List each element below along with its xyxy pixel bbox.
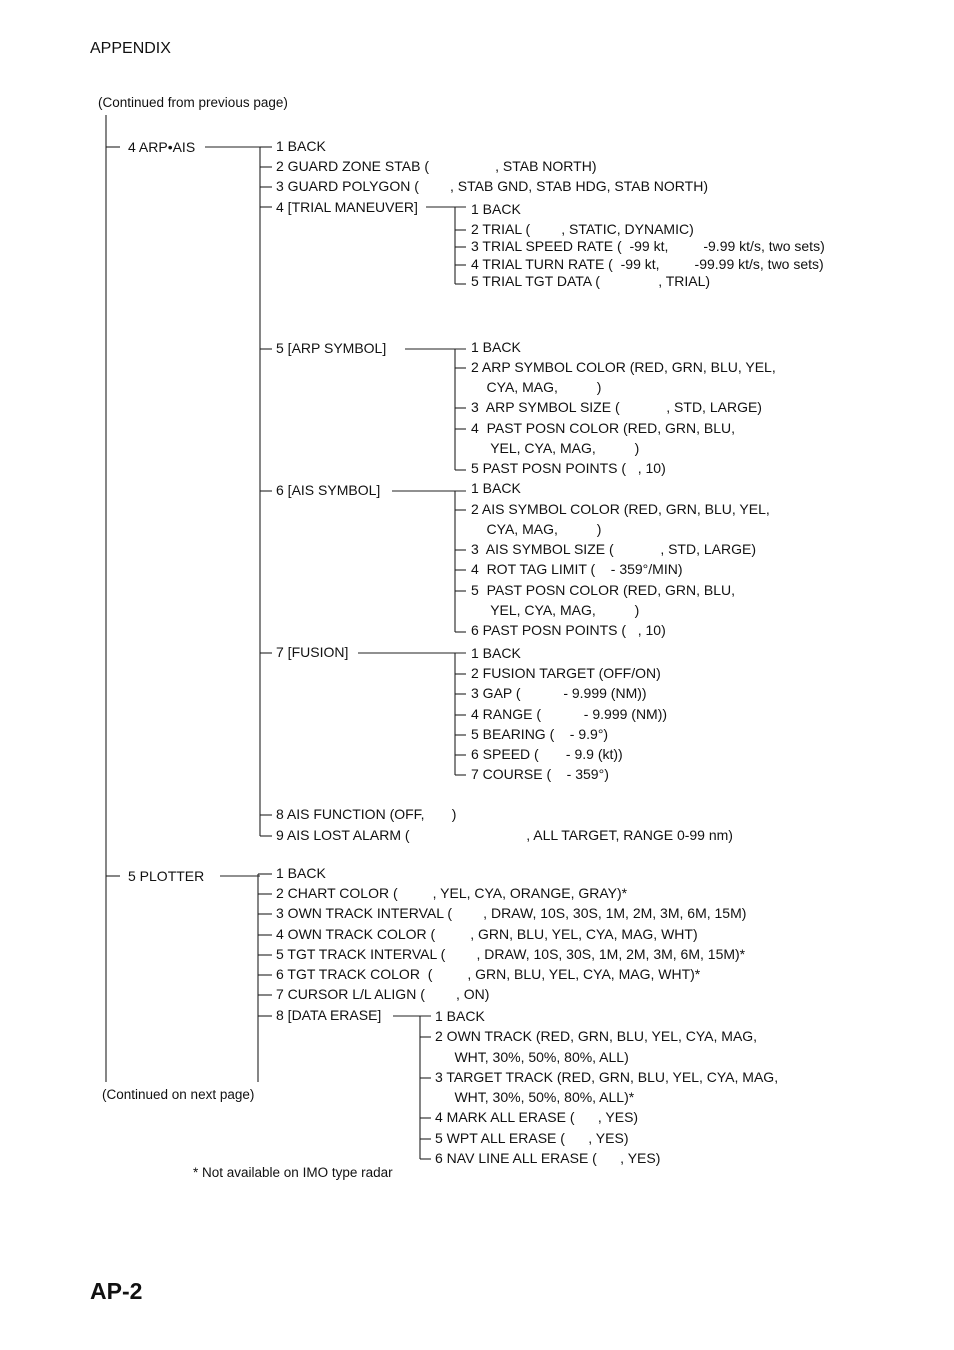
arp-symbol-item: CYA, MAG, ) <box>471 379 602 395</box>
plotter-item: 6 TGT TRACK COLOR ( , GRN, BLU, YEL, CYA, MAG, WHT)* <box>276 966 701 982</box>
arp-symbol-item: 4 PAST POSN COLOR (RED, GRN, BLU, <box>471 420 735 436</box>
data-erase-item: 5 WPT ALL ERASE ( , YES) <box>435 1130 629 1146</box>
arp-symbol-item: 2 ARP SYMBOL COLOR (RED, GRN, BLU, YEL, <box>471 359 776 375</box>
data-erase-item: 6 NAV LINE ALL ERASE ( , YES) <box>435 1150 661 1166</box>
arp-symbol-item: 3 ARP SYMBOL SIZE ( , STD, LARGE) <box>471 399 762 415</box>
arp-ais-item: 3 GUARD POLYGON ( , STAB GND, STAB HDG, STAB NORTH) <box>276 178 708 194</box>
arp-symbol-item: 5 PAST POSN POINTS ( , 10) <box>471 460 666 476</box>
trial-maneuver-item: 1 BACK <box>471 201 521 217</box>
section-header: APPENDIX <box>90 40 171 57</box>
plotter-item: 2 CHART COLOR ( , YEL, CYA, ORANGE, GRAY)* <box>276 885 628 901</box>
trial-maneuver-item: 5 TRIAL TGT DATA ( , TRIAL) <box>471 273 711 289</box>
ais-symbol-item: 2 AIS SYMBOL COLOR (RED, GRN, BLU, YEL, <box>471 501 770 517</box>
arp-ais-item: 6 [AIS SYMBOL] <box>276 482 381 498</box>
ais-symbol-item: 5 PAST POSN COLOR (RED, GRN, BLU, <box>471 582 735 598</box>
arp-symbol-item: 1 BACK <box>471 339 521 355</box>
continued-on-note: (Continued on next page) <box>102 1087 255 1102</box>
plotter-item: 3 OWN TRACK INTERVAL ( , DRAW, 10S, 30S, 1M, 2M, 3M, 6M, 15M) <box>276 905 747 921</box>
arp-ais-item: 9 AIS LOST ALARM ( , ALL TARGET, RANGE 0-99 nm) <box>276 827 733 843</box>
ais-symbol-item: 1 BACK <box>471 480 521 496</box>
fusion-item: 1 BACK <box>471 645 521 661</box>
arp-ais-item: 8 AIS FUNCTION (OFF, ) <box>276 806 457 822</box>
ais-symbol-item: 3 AIS SYMBOL SIZE ( , STD, LARGE) <box>471 541 756 557</box>
arp-ais-item: 4 [TRIAL MANEUVER] <box>276 199 418 215</box>
ais-symbol-item: 6 PAST POSN POINTS ( , 10) <box>471 622 666 638</box>
trial-maneuver-item: 3 TRIAL SPEED RATE ( -99 kt, -9.99 kt/s, two sets) <box>471 238 825 254</box>
arp-ais-item: 1 BACK <box>276 138 326 154</box>
data-erase-item: WHT, 30%, 50%, 80%, ALL) <box>435 1049 629 1065</box>
data-erase-item: 3 TARGET TRACK (RED, GRN, BLU, YEL, CYA, MAG, <box>435 1069 779 1085</box>
fusion-item: 5 BEARING ( - 9.9°) <box>471 726 609 742</box>
data-erase-item: 1 BACK <box>435 1008 485 1024</box>
arp-symbol-item: YEL, CYA, MAG, ) <box>471 440 640 456</box>
plotter-item: 1 BACK <box>276 865 326 881</box>
arp-ais-item: 5 [ARP SYMBOL] <box>276 340 387 356</box>
arp-ais-item: 2 GUARD ZONE STAB ( , STAB NORTH) <box>276 158 597 174</box>
trial-maneuver-item: 4 TRIAL TURN RATE ( -99 kt, -99.99 kt/s, two sets) <box>471 256 824 272</box>
data-erase-item: WHT, 30%, 50%, 80%, ALL)* <box>435 1089 635 1105</box>
trial-maneuver-item: 2 TRIAL ( , STATIC, DYNAMIC) <box>471 221 694 237</box>
page-number: AP-2 <box>90 1278 143 1304</box>
fusion-item: 4 RANGE ( - 9.999 (NM)) <box>471 706 668 722</box>
footnote: * Not available on IMO type radar <box>193 1165 393 1180</box>
plotter-item: 4 OWN TRACK COLOR ( , GRN, BLU, YEL, CYA, MAG, WHT) <box>276 926 698 942</box>
ais-symbol-item: 4 ROT TAG LIMIT ( - 359°/MIN) <box>471 561 683 577</box>
continued-from-note: (Continued from previous page) <box>98 95 288 110</box>
plotter-item: 5 TGT TRACK INTERVAL ( , DRAW, 10S, 30S, 1M, 2M, 3M, 6M, 15M)* <box>276 946 746 962</box>
fusion-item: 7 COURSE ( - 359°) <box>471 766 609 782</box>
data-erase-item: 2 OWN TRACK (RED, GRN, BLU, YEL, CYA, MAG, <box>435 1028 758 1044</box>
ais-symbol-item: YEL, CYA, MAG, ) <box>471 602 640 618</box>
fusion-item: 3 GAP ( - 9.999 (NM)) <box>471 685 647 701</box>
fusion-item: 6 SPEED ( - 9.9 (kt)) <box>471 746 623 762</box>
menu-arp-ais: 4 ARP•AIS <box>128 139 196 155</box>
plotter-item: 8 [DATA ERASE] <box>276 1007 382 1023</box>
fusion-item: 2 FUSION TARGET (OFF/ON) <box>471 665 661 681</box>
arp-ais-item: 7 [FUSION] <box>276 644 349 660</box>
ais-symbol-item: CYA, MAG, ) <box>471 521 602 537</box>
plotter-item: 7 CURSOR L/L ALIGN ( , ON) <box>276 986 490 1002</box>
menu-plotter: 5 PLOTTER <box>128 868 205 884</box>
data-erase-item: 4 MARK ALL ERASE ( , YES) <box>435 1109 639 1125</box>
